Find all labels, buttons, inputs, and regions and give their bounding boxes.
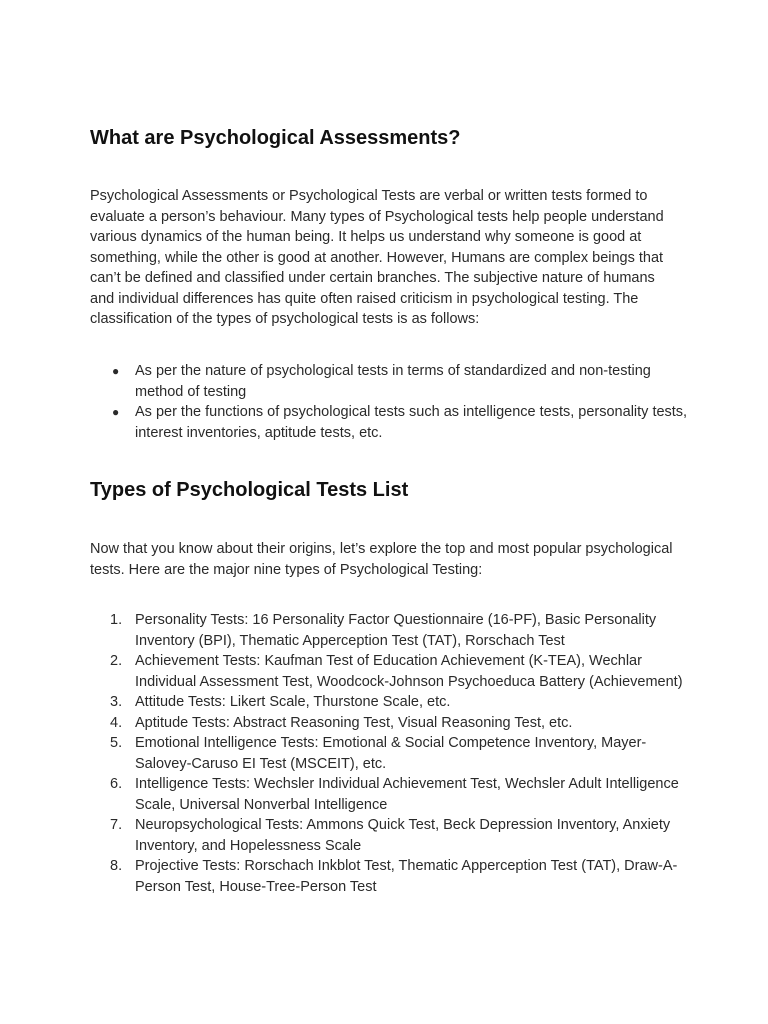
list-number: 2. xyxy=(110,653,123,669)
list-item xyxy=(90,713,690,734)
list-item xyxy=(90,651,690,692)
intro-paragraph: Psychological Assessments or Psychological Tests are verbal or written tests formed to evaluate a person’s behaviour. Many types of Psychological tests help people understand various dynamics of the human being. It helps us understand why someone is good at something, while the other is good at another. However, Humans are complex beings that can’t be defined and classified under certain branches. The subjective nature of humans and individual differences has quite often raised criticism in psychological testing. The classification of the types of psychological tests is as follows: xyxy=(90,188,664,327)
tests-numbered-list xyxy=(90,610,690,897)
list-number: 8. xyxy=(110,858,123,874)
list-item-text: As per the functions of psychological tests such as intelligence tests, personality tests, interest inventories, aptitude tests, etc. xyxy=(135,404,688,441)
list-item-text: Emotional Intelligence Tests: Emotional & Social Competence Inventory, Mayer-Salovey-Caruso EI Test (MSCEIT), etc. xyxy=(135,735,647,772)
list-number: 6. xyxy=(110,776,123,792)
list-item xyxy=(90,856,690,897)
list-item-text: Neuropsychological Tests: Ammons Quick Test, Beck Depression Inventory, Anxiety Inventory, and Hopelessness Scale xyxy=(135,817,671,854)
list-item xyxy=(90,815,690,856)
list-item-text: Personality Tests: 16 Personality Factor Questionnaire (16-PF), Basic Personality Inventory (BPI), Thematic Apperception Test (TAT), Rorschach Test xyxy=(135,612,657,649)
list-item-text: Projective Tests: Rorschach Inkblot Test, Thematic Apperception Test (TAT), Draw-A-Person Test, House-Tree-Person Test xyxy=(135,858,678,895)
bullet-icon: ● xyxy=(112,364,120,378)
list-item xyxy=(90,774,690,815)
list-item-text: Intelligence Tests: Wechsler Individual Achievement Test, Wechsler Adult Intelligence Scale, Universal Nonverbal Intelligence xyxy=(135,776,679,813)
bullet-icon: ● xyxy=(112,405,120,419)
list-number: 1. xyxy=(110,612,123,628)
list-number: 3. xyxy=(110,694,123,710)
list-item xyxy=(90,692,690,713)
list-number: 4. xyxy=(110,714,123,731)
section-heading-tests-list: Types of Psychological Tests List xyxy=(90,479,409,501)
list-item-text: Achievement Tests: Kaufman Test of Education Achievement (K-TEA), Wechlar Individual Assessment Test, Woodcock-Johnson Psychoeduca Battery (Achievement) xyxy=(135,653,683,690)
list-item xyxy=(90,402,690,443)
classification-list xyxy=(90,361,690,443)
list-number: 5. xyxy=(110,735,123,751)
list-item-text: Attitude Tests: Likert Scale, Thurstone Scale, etc. xyxy=(135,694,451,710)
list-item-text: Aptitude Tests: Abstract Reasoning Test, Visual Reasoning Test, etc. xyxy=(135,714,573,731)
list-item xyxy=(90,361,690,402)
list-item xyxy=(90,610,690,651)
list-item xyxy=(90,733,690,774)
tests-intro-paragraph: Now that you know about their origins, let’s explore the top and most popular psychological tests. Here are the major nine types of Psychological Testing: xyxy=(90,541,673,578)
section-heading-assessments: What are Psychological Assessments? xyxy=(90,127,461,149)
list-item-text: As per the nature of psychological tests in terms of standardized and non-testing method of testing xyxy=(135,363,651,400)
list-number: 7. xyxy=(110,817,123,833)
